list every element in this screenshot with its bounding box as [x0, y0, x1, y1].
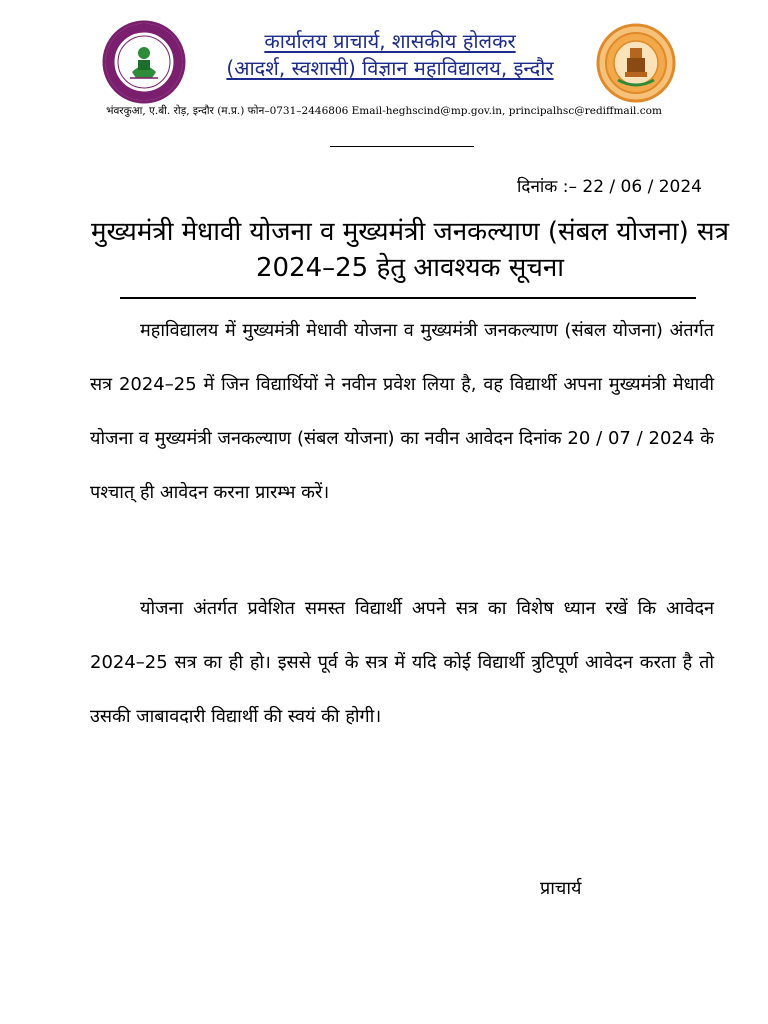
- college-logo-icon: [102, 20, 186, 104]
- office-title: [190, 28, 590, 82]
- notice-paragraph-1: महाविद्यालय में मुख्यमंत्री मेधावी योजना व मुख्यमंत्री जनकल्याण (संबल योजना) अंतर्गत सत्र 2024–25 में जिन विद्यार्थियों ने नवीन प्रवेश लिया है, वह विद्यार्थी अपना मुख्यमंत्री मेधावी योजना व मुख्यमंत्री जनकल्याण (संबल योजना) का नवीन आवेदन दिनांक 20 / 07 / 2024 के पश्चात् ही आवेदन करना प्रारम्भ करें।: [90, 320, 714, 503]
- notice-title: मुख्यमंत्री मेधावी योजना व मुख्यमंत्री जनकल्याण (संबल योजना) सत्र 2024–25 हेतु आवश्यक सूचना: [91, 217, 729, 283]
- address-line: भंवरकुआ, ए.बी. रोड़, इन्दौर (म.प्र.) फोन–0731–2446806 Email-heghscind@mp.gov.in, principalhsc@rediffmail.com: [106, 105, 662, 117]
- notice-paragraph-2: योजना अंतर्गत प्रवेशित समस्त विद्यार्थी अपने सत्र का विशेष ध्यान रखें कि आवेदन 2024–25 सत्र का ही हो। इससे पूर्व के सत्र में यदि कोई विद्यार्थी त्रुटिपूर्ण आवेदन करता है तो उसकी जाबावदारी विद्यार्थी की स्वयं की होगी।: [90, 598, 714, 727]
- state-emblem-icon: [596, 20, 676, 106]
- signature-principal: प्राचार्य: [540, 878, 582, 899]
- office-title-line1: कार्यालय प्राचार्य, शासकीय होलकर: [264, 29, 516, 53]
- office-title-line2: (आदर्श, स्वशासी) विज्ञान महाविद्यालय, इन्दौर: [226, 56, 554, 80]
- title-underline: [120, 297, 696, 299]
- notice-date: दिनांक :– 22 / 06 / 2024: [517, 177, 702, 197]
- header-divider: [330, 146, 474, 147]
